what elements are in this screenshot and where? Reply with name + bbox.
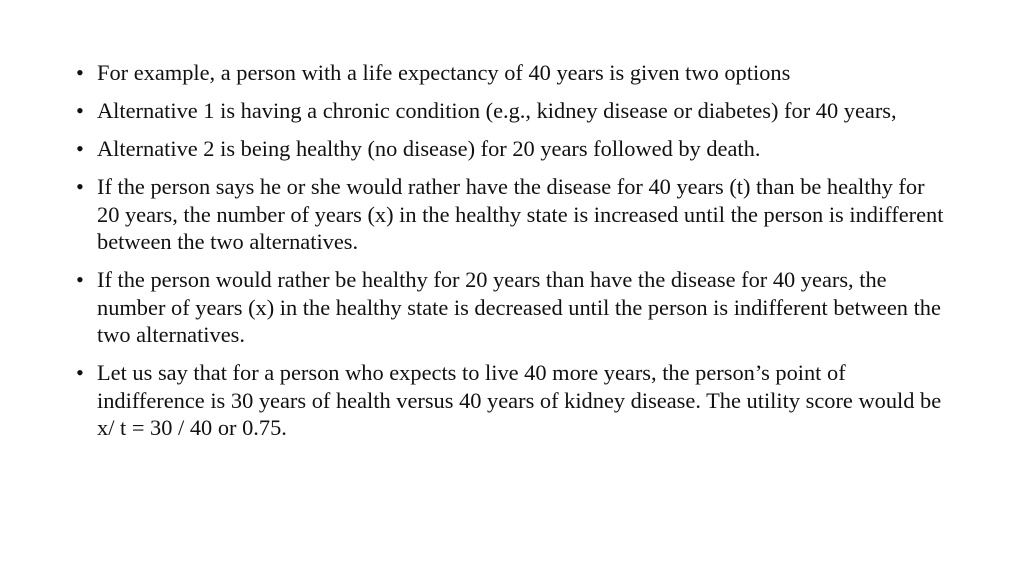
bullet-point-icon: • <box>76 267 84 292</box>
bullet-item <box>72 359 952 442</box>
bullet-text: Alternative 2 is being healthy (no disease) for 20 years followed by death. <box>97 136 761 161</box>
bullet-text: For example, a person with a life expectancy of 40 years is given two options <box>97 60 791 85</box>
bullet-text: If the person would rather be healthy for 20 years than have the disease for 40 years, the number of years (x) in the healthy state is decreased until the person is indifferent between the two alternatives. <box>97 267 941 347</box>
bullet-point-icon: • <box>76 136 84 161</box>
bullet-item <box>72 59 952 87</box>
bullet-item <box>72 266 952 349</box>
bullet-point-icon: • <box>76 60 84 85</box>
bullet-text: Alternative 1 is having a chronic condition (e.g., kidney disease or diabetes) for 40 years, <box>97 98 897 123</box>
bullet-item <box>72 135 952 163</box>
bullet-text: If the person says he or she would rather have the disease for 40 years (t) than be healthy for 20 years, the number of years (x) in the healthy state is increased until the person is indifferent between the two alternatives. <box>97 174 944 254</box>
bullet-text: Let us say that for a person who expects to live 40 more years, the person’s point of indifference is 30 years of health versus 40 years of kidney disease. The utility score would be x/ t = 30 / 40 or 0.75. <box>97 360 942 440</box>
bullet-item <box>72 97 952 125</box>
bullet-item <box>72 173 952 256</box>
bullet-point-icon: • <box>76 360 84 385</box>
bullet-list <box>72 59 952 452</box>
bullet-point-icon: • <box>76 98 84 123</box>
bullet-point-icon: • <box>76 174 84 199</box>
